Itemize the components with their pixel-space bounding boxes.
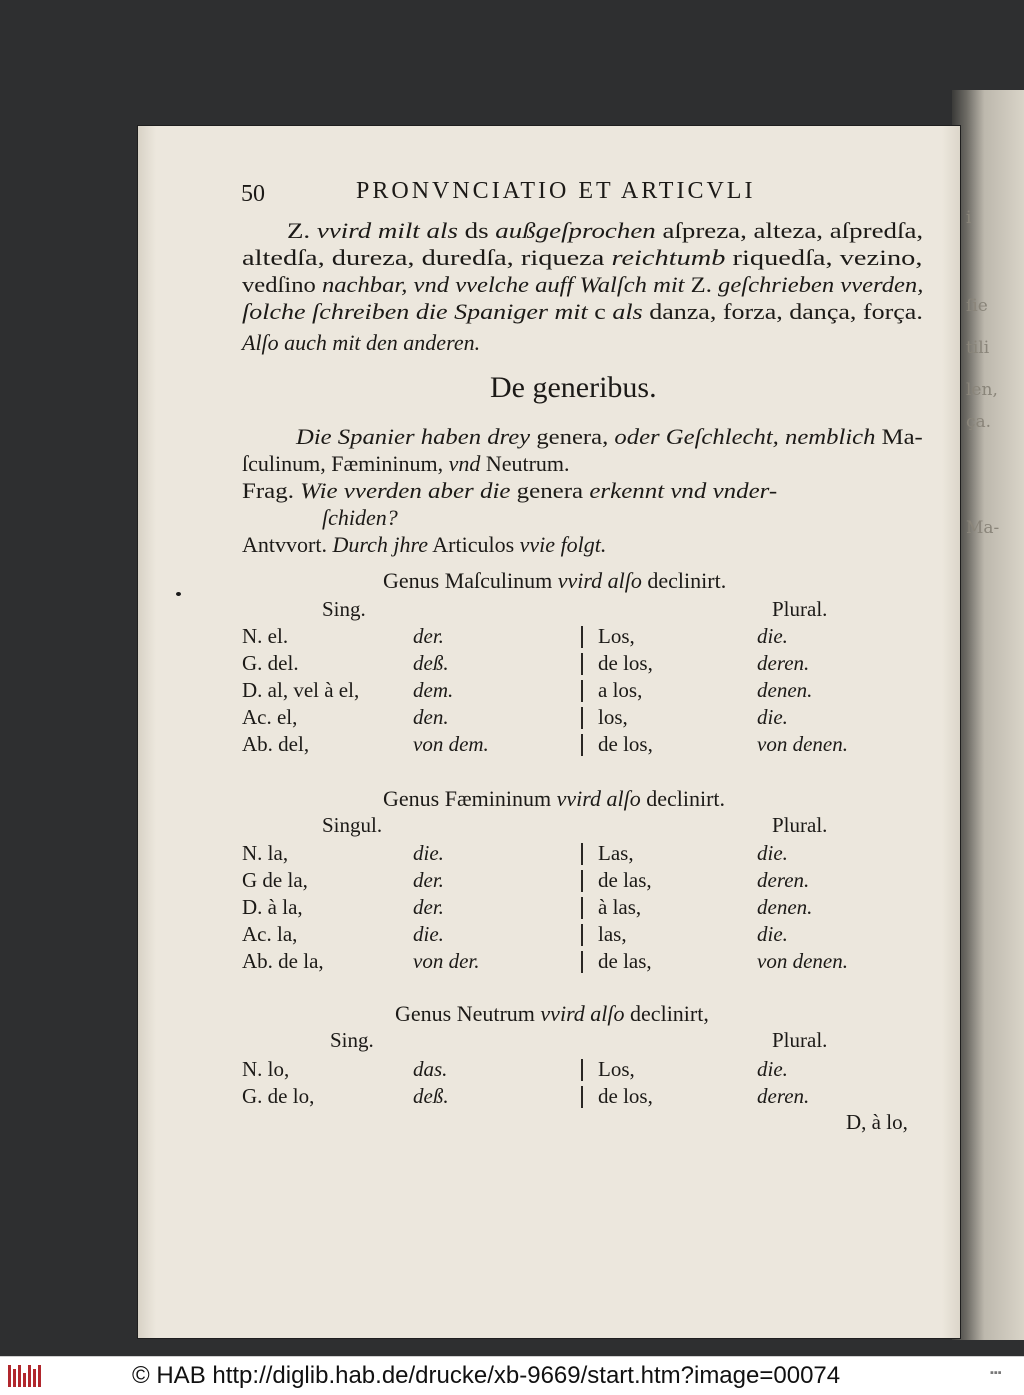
table-cell-de-pl: die. — [757, 922, 788, 946]
table-cell-sp-pl: Los, — [598, 624, 635, 648]
plural-label: Plural. — [772, 597, 828, 621]
column-divider — [581, 1059, 583, 1081]
column-divider — [581, 951, 583, 973]
text-segment: declinirt. — [640, 786, 726, 811]
text-segment: geſchrieben vverden, — [718, 272, 924, 297]
table-cell-de-sg: der. — [413, 624, 444, 648]
singular-label: Sing. — [322, 597, 366, 621]
text-segment: vvird alſo — [540, 1001, 625, 1026]
table-heading — [383, 568, 726, 594]
column-divider — [581, 897, 583, 919]
table-cell-sp-sg: Ac. el, — [242, 705, 298, 729]
table-cell-sp-pl: de los, — [598, 651, 653, 675]
adjacent-page-edge: i ſie tili len, ça. Ma- — [952, 90, 1024, 1340]
column-divider — [581, 734, 583, 756]
plural-label: Plural. — [772, 1028, 828, 1052]
column-divider — [581, 843, 583, 865]
table-cell-de-sg: deß. — [413, 651, 449, 675]
column-divider — [581, 924, 583, 946]
column-divider — [581, 870, 583, 892]
text-segment: oder Geſchlecht, nemblich — [614, 424, 876, 449]
text-segment: danza, forza, dança, força. — [642, 299, 923, 324]
table-cell-de-sg: dem. — [413, 678, 454, 702]
text-segment: vnd — [448, 451, 481, 476]
table-cell-de-pl: deren. — [757, 651, 810, 675]
running-title: PRONVNCIATIO ET ARTICVLI — [356, 178, 756, 204]
text-segment: außgeſprochen — [495, 218, 656, 243]
text-segment: Articulos — [427, 532, 520, 557]
ink-speck — [176, 592, 181, 596]
table-cell-sp-sg: Ac. la, — [242, 922, 298, 946]
table-cell-de-sg: deß. — [413, 1084, 449, 1108]
table-cell-de-pl: denen. — [757, 678, 813, 702]
text-segment: Z. — [287, 218, 317, 243]
table-cell-sp-pl: los, — [598, 705, 628, 729]
text-segment: Die Spanier haben drey — [296, 424, 531, 449]
text-segment: Genus Neutrum — [395, 1001, 541, 1026]
table-cell-sp-pl: de los, — [598, 732, 653, 756]
text-segment: c — [587, 299, 613, 324]
corner-mark: ▪▪▪ — [990, 1367, 1002, 1379]
text-segment: Alſo auch mit den anderen. — [242, 330, 481, 355]
table-cell-de-sg: die. — [413, 922, 444, 946]
table-cell-de-pl: denen. — [757, 895, 813, 919]
text-segment: vedſino — [242, 272, 322, 297]
column-divider — [581, 1086, 583, 1108]
table-cell-de-sg: von dem. — [413, 732, 489, 756]
text-segment: declinirt, — [624, 1001, 709, 1026]
intro-line — [242, 272, 923, 298]
table-cell-de-pl: die. — [757, 1057, 788, 1081]
text-segment: Genus Fæmininum — [383, 786, 557, 811]
table-cell-de-pl: deren. — [757, 868, 810, 892]
table-cell-sp-sg: G. del. — [242, 651, 299, 675]
text-segment: Antvvort. — [242, 532, 333, 557]
footer-bar — [0, 1356, 1024, 1395]
table-cell-sp-pl: Los, — [598, 1057, 635, 1081]
text-segment: vvird alſo — [557, 568, 642, 593]
hab-logo-icon — [6, 1361, 46, 1391]
text-segment: vvie folgt. — [519, 532, 607, 557]
table-cell-de-sg: das. — [413, 1057, 448, 1081]
table-heading — [395, 1001, 709, 1027]
table-cell-sp-pl: de las, — [598, 949, 652, 973]
text-segment: genera, — [530, 424, 615, 449]
text-segment: vvird alſo — [556, 786, 641, 811]
plural-label: Plural. — [772, 813, 828, 837]
table-cell-sp-sg: N. el. — [242, 624, 289, 648]
table-cell-de-pl: die. — [757, 624, 788, 648]
table-cell-sp-pl: Las, — [598, 841, 634, 865]
table-cell-sp-pl: de las, — [598, 868, 652, 892]
table-cell-sp-sg: N. lo, — [242, 1057, 290, 1081]
table-cell-de-pl: von denen. — [757, 732, 848, 756]
table-cell-de-pl: die. — [757, 705, 788, 729]
intro-line — [242, 245, 922, 271]
table-cell-sp-sg: G. de lo, — [242, 1084, 315, 1108]
section-title: De generibus. — [490, 371, 657, 404]
table-cell-de-sg: der. — [413, 868, 444, 892]
text-segment: Z. — [684, 272, 719, 297]
text-segment: vvird milt als — [316, 218, 458, 243]
table-cell-sp-sg: G de la, — [242, 868, 308, 892]
intro-line — [242, 330, 480, 356]
text-segment: declinirt. — [641, 568, 727, 593]
column-divider — [581, 707, 583, 729]
text-segment: ſculinum, Fæmininum, — [242, 451, 449, 476]
table-cell-sp-sg: D. al, vel à el, — [242, 678, 360, 702]
text-segment: als — [612, 299, 643, 324]
text-segment: Wie vverden aber die — [300, 478, 511, 503]
table-cell-sp-sg: D. à la, — [242, 895, 303, 919]
table-cell-sp-pl: a los, — [598, 678, 643, 702]
text-segment: ds — [457, 218, 496, 243]
table-cell-de-sg: von der. — [413, 949, 480, 973]
table-heading — [383, 786, 725, 812]
singular-label: Singul. — [322, 813, 383, 837]
table-cell-sp-sg: Ab. de la, — [242, 949, 324, 973]
text-segment: Frag. — [242, 478, 301, 503]
catchword: D, à lo, — [846, 1110, 908, 1134]
table-cell-sp-pl: de los, — [598, 1084, 653, 1108]
table-cell-de-pl: von denen. — [757, 949, 848, 973]
text-segment: reichtumb — [611, 245, 726, 270]
text-segment: ſolche ſchreiben die Spaniger mit — [242, 299, 588, 324]
text-segment: aſpreza, alteza, aſpredſa, — [655, 218, 924, 243]
table-cell-de-pl: die. — [757, 841, 788, 865]
body-line — [322, 505, 398, 531]
text-segment: altedſa, dureza, duredſa, riqueza — [242, 245, 612, 270]
table-cell-sp-sg: Ab. del, — [242, 732, 310, 756]
text-segment: Ma- — [875, 424, 923, 449]
text-segment: Genus Maſculinum — [383, 568, 558, 593]
text-segment: nachbar, vnd vvelche auff Walſch mit — [321, 272, 685, 297]
table-cell-de-sg: der. — [413, 895, 444, 919]
body-line — [296, 424, 923, 450]
table-cell-de-sg: den. — [413, 705, 449, 729]
text-segment: genera — [510, 478, 590, 503]
text-segment: erkennt vnd vnder- — [589, 478, 778, 503]
singular-label: Sing. — [330, 1028, 374, 1052]
page-number: 50 — [241, 181, 265, 207]
intro-line — [242, 299, 923, 325]
text-segment: Neutrum. — [480, 451, 570, 476]
text-segment: ſchiden? — [322, 505, 398, 530]
table-cell-de-pl: deren. — [757, 1084, 810, 1108]
body-line — [242, 451, 570, 477]
table-cell-sp-pl: à las, — [598, 895, 642, 919]
text-segment: riquedſa, vezino, — [725, 245, 923, 270]
copyright-url[interactable]: © HAB http://diglib.hab.de/drucke/xb-9669/start.htm?image=00074 — [132, 1362, 841, 1389]
body-line — [242, 478, 777, 504]
table-cell-de-sg: die. — [413, 841, 444, 865]
table-cell-sp-sg: N. la, — [242, 841, 289, 865]
column-divider — [581, 653, 583, 675]
column-divider — [581, 680, 583, 702]
intro-line — [287, 218, 923, 244]
text-segment: Durch jhre — [332, 532, 428, 557]
table-cell-sp-pl: las, — [598, 922, 627, 946]
column-divider — [581, 626, 583, 648]
body-line — [242, 532, 606, 558]
